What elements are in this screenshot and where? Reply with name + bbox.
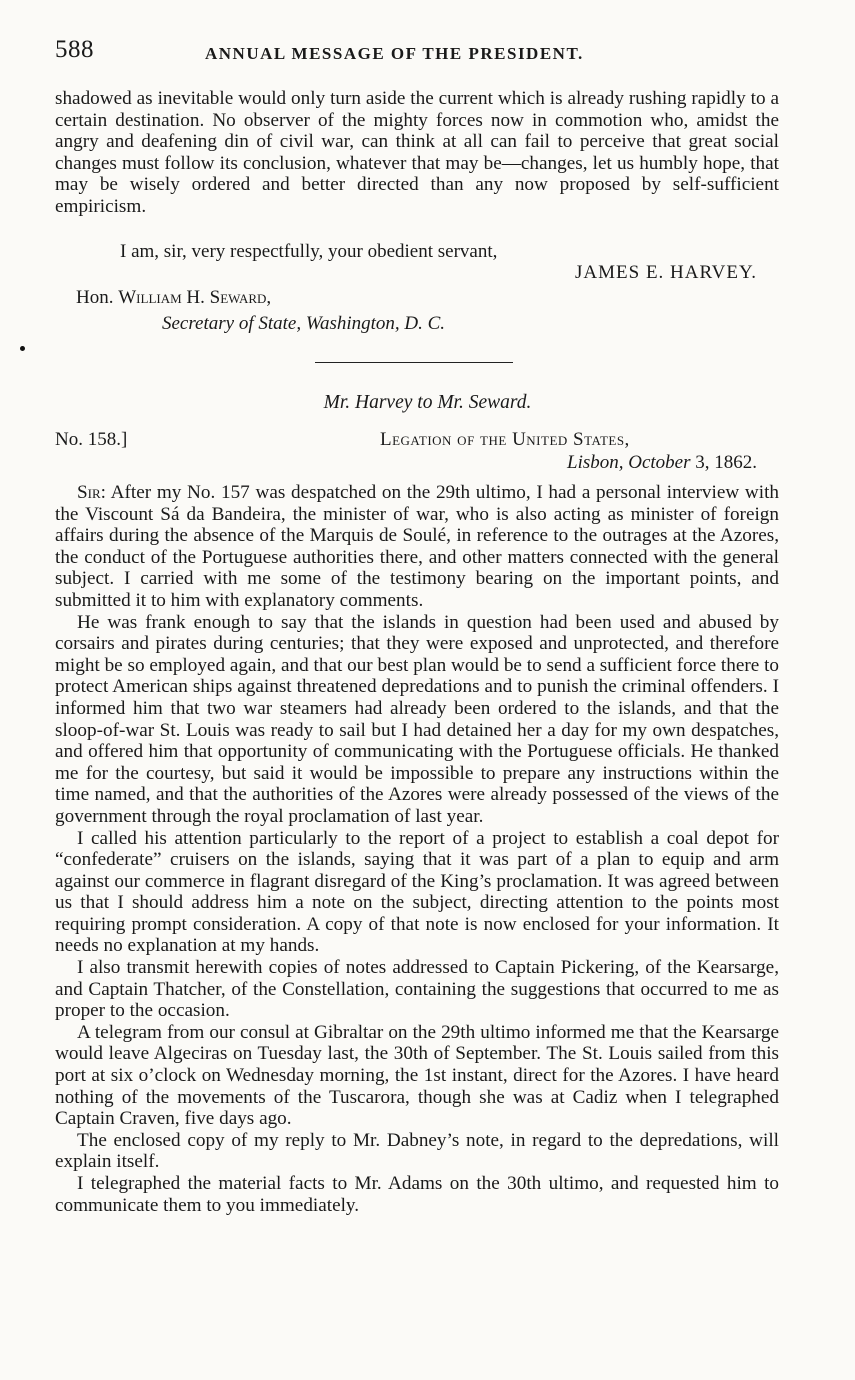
page-number: 588	[55, 36, 94, 63]
dateline-date: 3, 1862.	[690, 452, 757, 473]
body-paragraph: I called his attention particularly to the report of a project to establish a coal depot for “confederate” cruisers on the islands, saying that it was part of a plan to equip and arm against our commerce in flagrant disregard of the King’s proclamation. It was agreed between us that I should address him a note on the subject, directing attention to the points most requiring prompt consideration. A copy of that note is now enclosed for your information. It needs no explanation at my hands.	[55, 827, 779, 957]
body-paragraph	[55, 482, 779, 612]
page-header	[55, 36, 800, 68]
letter-body	[55, 482, 779, 1216]
body-paragraph: The enclosed copy of my reply to Mr. Dabney’s note, in regard to the depredations, will explain itself.	[55, 1129, 779, 1173]
addressee-name: William H. Seward,	[118, 287, 272, 308]
stray-ink-mark	[20, 346, 25, 351]
addressee-prefix: Hon.	[76, 287, 119, 308]
salutation: Sir:	[77, 482, 107, 503]
dateline	[567, 452, 757, 474]
addressee-title: Secretary of State, Washington, D. C.	[162, 313, 446, 334]
body-paragraph-text: After my No. 157 was despatched on the 29th ultimo, I had a personal interview with the Viscount Sá da Bandeira, the minister of war, who is also acting as minister of foreign affairs during the absence of the Marquis de Soulé, in reference to the outrages at the Azores, the conduct of the Portuguese authorities there, and other matters connected with the general subject. I carried with me some of the testimony bearing on the important points, and submitted it to him with explanatory comments.	[55, 482, 779, 611]
closing-line: I am, sir, very respectfully, your obedient servant,	[120, 241, 498, 262]
running-head: ANNUAL MESSAGE OF THE PRESIDENT.	[205, 44, 584, 63]
legation-heading: Legation of the United States,	[380, 429, 630, 450]
dateline-place: Lisbon, October	[567, 452, 691, 473]
continuation-paragraph: shadowed as inevitable would only turn aside the current which is already rushing rapidly to a certain destination. No observer of the mighty forces now in commotion who, amidst the angry and deafening din of civil war, can think at all can fail to perceive that great social changes must follow its conclusion, whatever that may be—changes, let us humbly hope, that may be wisely ordered and better directed than any now proposed by self-sufficient empiricism.	[55, 88, 779, 217]
previous-letter-continuation	[55, 88, 779, 218]
letter-number: No. 158.]	[55, 429, 128, 450]
body-paragraph: A telegram from our consul at Gibraltar on the 29th ultimo informed me that the Kearsarge would leave Algeciras on Tuesday last, the 30th of September. The St. Louis sailed from this port at six o’clock on Wednesday morning, the 1st instant, direct for the Azores. I have heard nothing of the movements of the Tuscarora, though she was at Cadiz when I telegraphed Captain Craven, five days ago.	[55, 1021, 779, 1130]
body-paragraph: He was frank enough to say that the islands in question had been used and abused by corsairs and pirates during centuries; that they were exposed and unprotected, and therefore might be so employed again, and that our best plan would be to send a sufficient force there to protect American ships against threatened depredations and to punish the criminal offenders. I informed him that two war steamers had already been ordered to the islands, and that the sloop-of-war St. Louis was ready to sail but I had detained her a day for my own despatches, and offered him that opportunity of communicating with the Portuguese officials. He thanked me for the courtesy, but said it would be impossible to prepare any instructions within the time named, and that the authorities of the Azores were already possessed of the views of the government through the royal proclamation of last year.	[55, 611, 779, 827]
addressee-block	[76, 285, 445, 337]
addressee-name-line	[76, 285, 445, 311]
body-paragraph: I also transmit herewith copies of notes addressed to Captain Pickering, of the Kearsarge, and Captain Thatcher, of the Constellation, containing the suggestions that occurred to me as proper to the occasion.	[55, 957, 779, 1022]
signature: JAMES E. HARVEY.	[575, 262, 757, 283]
letter-title: Mr. Harvey to Mr. Seward.	[323, 392, 532, 413]
section-divider	[315, 362, 513, 363]
body-paragraph: I telegraphed the material facts to Mr. Adams on the 30th ultimo, and requested him to communicate them to you immediately.	[55, 1173, 779, 1216]
